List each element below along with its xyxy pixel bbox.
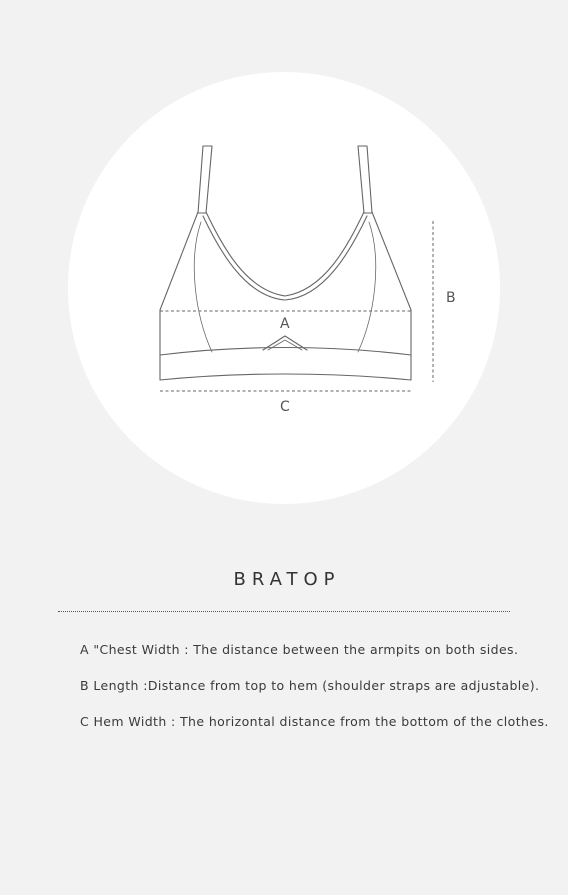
diagram-circle — [68, 72, 500, 504]
dimension-label-b: B — [446, 290, 456, 306]
dimension-label-c: C — [280, 399, 290, 415]
product-title: BRATOP — [233, 569, 341, 590]
description-chest-width: A "Chest Width : The distance between the armpits on both sides. — [80, 642, 519, 657]
description-length: B Length :Distance from top to hem (shoulder straps are adjustable). — [80, 678, 540, 693]
description-hem-width: C Hem Width : The horizontal distance from the bottom of the clothes. — [80, 714, 549, 729]
dimension-label-a: A — [280, 316, 290, 332]
dotted-divider — [58, 611, 510, 612]
